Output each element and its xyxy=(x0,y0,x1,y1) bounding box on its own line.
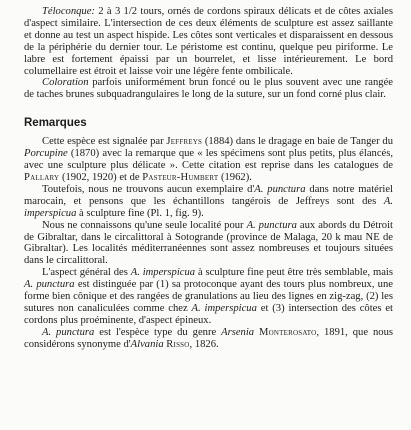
term-coloration: Coloration xyxy=(42,77,89,89)
species-name: A. punctura xyxy=(254,183,306,195)
section-heading: Remarques xyxy=(24,117,87,130)
species-name: A. imperspicua xyxy=(130,267,196,279)
protoconch-paragraph: Téloconque: 2 à 3 1/2 tours, ornés de cordons spiraux délicats et de côtes axiales d'aspect similaire. L'intersection de ces deux éléments de sculpture est assez saillante et donne au test un aspect hispide. Les côtes sont verticales et disparaissent en dessous de la périphérie du dernier tour. Le péristome est continu, quelque peu piriforme. Le labre est fortement épaissi par un bourrelet, et lisse intérieurement. Le bord columellaire est étroit et laisse voir une légère fente ombilicale. xyxy=(24,6,393,77)
remarks-paragraph-1: Cette espèce est signalée par Jeffreys (1884) dans le dragage en baie de Tanger du Porcupine (1870) avec la remarque que « les spécimens sont plus petits, plus élancés, avec une sculpture plus délicate ». Cette citation est reprise dans les catalogues de Pallary (1902, 1920) et de Pasteur-Humbert (1962). xyxy=(24,136,393,183)
species-name: A. punctura xyxy=(24,279,75,291)
species-name: A. imperspicua xyxy=(191,302,257,314)
species-name: A. imperspicua xyxy=(24,195,393,219)
genus-name: Alvania xyxy=(130,338,164,350)
species-name: A. punctura xyxy=(246,219,297,231)
genus-name: Arsenia xyxy=(221,326,255,338)
remarks-paragraph-4: L'aspect général des A. imperspicua à sculpture fine peut être très semblable, mais A. punctura est distinguée par (1) sa protoconque ayant des tours plus nombreux, une forme bien cônique et des rangées de granulations au lieu des lignes en zig-zag, (2) les sutures non canaliculées comme chez A. imperspicua et (3) intersection des côtes et cordons plus proéminente, d'aspect épineux. xyxy=(24,267,393,326)
ship-name: Porcupine xyxy=(24,148,68,160)
author-name: Monterosato xyxy=(259,326,317,338)
coloration-paragraph: Coloration parfois uniformément brun foncé ou le plus souvent avec une rangée de taches brunes subquadrangulaires le long de la suture, sur un fond corné plus clair. xyxy=(24,77,393,101)
term-teloconque: Téloconque: xyxy=(42,6,95,17)
species-name: A. punctura xyxy=(42,326,95,338)
author-name: Risso xyxy=(166,338,190,350)
author-name: Pallary xyxy=(24,171,60,183)
remarks-paragraph-3: Nous ne connaissons qu'une seule localité pour A. punctura aux abords du Détroit de Gibraltar, dans le circalittoral à Sotogrande (province de Malaga, 20 k mau NE de Gibraltar). Les localités méditerranéennes sont assez nombreuses et toujours situées dans le circalittoral. xyxy=(24,219,393,267)
author-name: Jeffreys xyxy=(166,136,203,148)
remarks-paragraph-2: Toutefois, nous ne trouvons aucun exemplaire d'A. punctura dans notre matériel marocain, et pensons que les échantillons tangérois de Jeffreys sont des A. imperspicua à sculpture fine (Pl. 1, fig. 9). xyxy=(24,183,393,219)
author-name: Pasteur-Humbert xyxy=(142,171,219,183)
remarks-paragraph-5: A. punctura est l'espèce type du genre Arsenia Monterosato, 1891, que nous considérons synonyme d'Alvania Risso, 1826. xyxy=(24,326,393,350)
